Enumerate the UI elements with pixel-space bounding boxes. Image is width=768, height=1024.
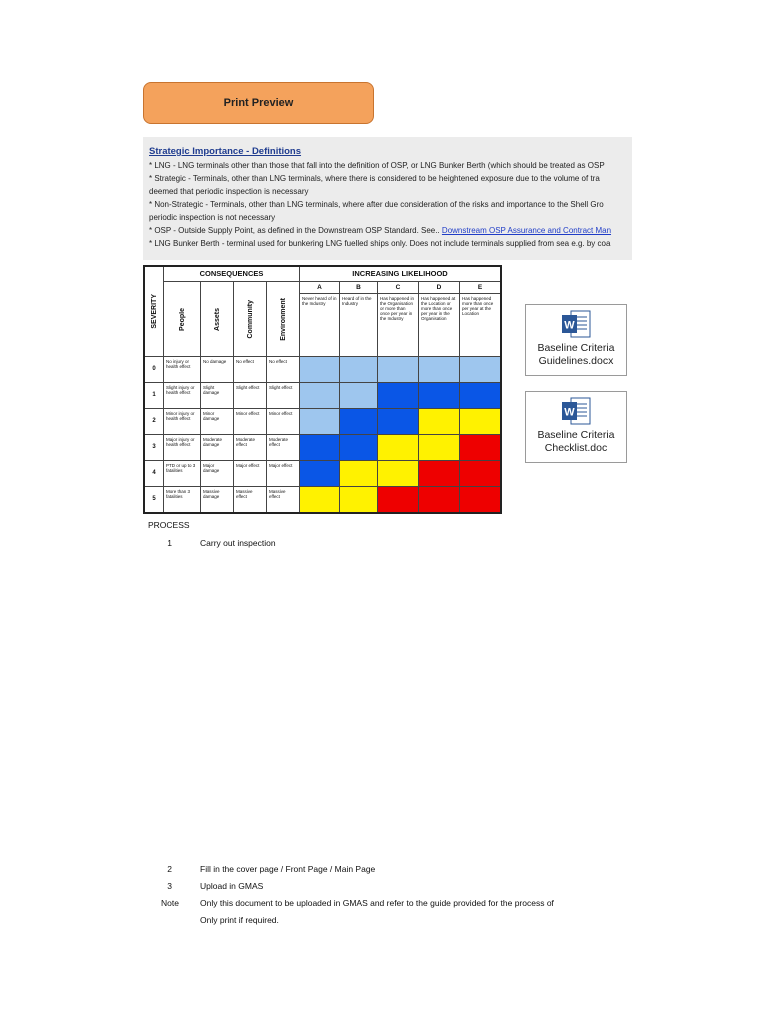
- consequence-community: Slight effect: [234, 383, 267, 409]
- severity-level: 0: [144, 357, 164, 383]
- definitions-title: Strategic Importance - Definitions: [149, 146, 302, 157]
- matrix-row: [144, 461, 501, 487]
- matrix-row: [144, 357, 501, 383]
- risk-cell-b: [378, 383, 419, 409]
- matrix-row: [144, 435, 501, 461]
- risk-cell-lb: [460, 357, 502, 383]
- consequence-people: No injury or health effect: [164, 357, 201, 383]
- likelihood-description: Heard of in the Industry: [340, 294, 378, 357]
- consequence-people: Minor injury or health effect: [164, 409, 201, 435]
- svg-text:W: W: [564, 319, 575, 332]
- matrix-row: [144, 409, 501, 435]
- likelihood-letter: E: [460, 282, 502, 294]
- definition-line-osp: [149, 225, 611, 235]
- note-text: Only this document to be uploaded in GMAS and refer to the guide provided for the process of: [200, 898, 554, 908]
- consequence-assets: Slight damage: [201, 383, 234, 409]
- strategic-importance-definitions: [143, 137, 632, 260]
- risk-cell-y: [419, 435, 460, 461]
- risk-cell-r: [378, 487, 419, 514]
- severity-level: 1: [144, 383, 164, 409]
- attachment-checklist-doc[interactable]: [525, 391, 627, 463]
- consequence-environment: Moderate effect: [267, 435, 300, 461]
- category-people: People: [164, 282, 201, 357]
- consequence-people: More than 3 fatalities: [164, 487, 201, 514]
- risk-cell-b: [300, 461, 340, 487]
- osp-assurance-link[interactable]: Downstream OSP Assurance and Contract Man: [441, 225, 612, 235]
- risk-assessment-matrix: [143, 265, 502, 514]
- risk-cell-b: [378, 409, 419, 435]
- definition-line: * LNG - LNG terminals other than those that fall into the definition of OSP, or LNG Bunker Berth (which should be treated as OSP: [149, 160, 605, 170]
- definition-osp-text: * OSP - Outside Supply Point, as defined in the Downstream OSP Standard. See..: [149, 225, 442, 235]
- consequence-people: PTD or up to 3 fatalities: [164, 461, 201, 487]
- consequence-environment: No effect: [267, 357, 300, 383]
- note-label: Note: [161, 898, 179, 908]
- consequence-environment: Massive effect: [267, 487, 300, 514]
- step-text: Fill in the cover page / Front Page / Main Page: [200, 864, 376, 874]
- risk-cell-y: [460, 409, 502, 435]
- consequence-people: Major injury or health effect: [164, 435, 201, 461]
- consequence-environment: Minor effect: [267, 409, 300, 435]
- definition-line: * LNG Bunker Berth - terminal used for bunkering LNG fuelled ships only. Does not include terminals supplied from sea e.g. by coa: [149, 238, 611, 248]
- consequence-community: No effect: [234, 357, 267, 383]
- severity-label: SEVERITY: [150, 294, 158, 329]
- risk-cell-lb: [419, 357, 460, 383]
- likelihood-letter: B: [340, 282, 378, 294]
- risk-cell-y: [378, 435, 419, 461]
- likelihood-description: Has happened at the Location or more than once per year in the Organisation: [419, 294, 460, 357]
- attachment-label: Baseline Criteria Guidelines.docx: [537, 342, 615, 367]
- risk-cell-b: [419, 383, 460, 409]
- svg-text:W: W: [564, 406, 575, 419]
- risk-cell-lb: [340, 383, 378, 409]
- definition-line: * Non-Strategic - Terminals, other than LNG terminals, where after due consideration of the risks and importance to the Shell Gro: [149, 199, 604, 209]
- risk-cell-r: [419, 487, 460, 514]
- severity-level: 3: [144, 435, 164, 461]
- consequence-community: Moderate effect: [234, 435, 267, 461]
- risk-cell-y: [419, 409, 460, 435]
- likelihood-header: INCREASING LIKELIHOOD: [300, 266, 502, 282]
- consequences-header: CONSEQUENCES: [164, 266, 300, 282]
- likelihood-letter: D: [419, 282, 460, 294]
- consequence-community: Major effect: [234, 461, 267, 487]
- likelihood-description: Has happened more than once per year at the Location: [460, 294, 502, 357]
- step-number: 2: [167, 864, 172, 874]
- consequence-environment: Slight effect: [267, 383, 300, 409]
- matrix-row: [144, 383, 501, 409]
- risk-cell-lb: [300, 409, 340, 435]
- note-text: Only print if required.: [200, 915, 279, 925]
- step-text: Upload in GMAS: [200, 881, 264, 891]
- step-text: Carry out inspection: [200, 538, 276, 548]
- consequence-environment: Major effect: [267, 461, 300, 487]
- definition-line: periodic inspection is not necessary: [149, 212, 276, 222]
- risk-cell-lb: [300, 383, 340, 409]
- risk-cell-y: [340, 487, 378, 514]
- severity-level: 2: [144, 409, 164, 435]
- likelihood-description: Never heard of in the Industry: [300, 294, 340, 357]
- category-community: Community: [234, 282, 267, 357]
- consequence-assets: Moderate damage: [201, 435, 234, 461]
- risk-cell-b: [460, 383, 502, 409]
- category-environment: Environment: [267, 282, 300, 357]
- risk-cell-r: [460, 435, 502, 461]
- step-number: 1: [167, 538, 172, 548]
- consequence-community: Minor effect: [234, 409, 267, 435]
- definition-line: deemed that periodic inspection is necessary: [149, 186, 309, 196]
- risk-cell-b: [300, 435, 340, 461]
- word-icon: [560, 397, 592, 425]
- risk-cell-r: [460, 487, 502, 514]
- risk-cell-lb: [340, 357, 378, 383]
- likelihood-description: Has happened in the Organisation or more than once per year in the Industry: [378, 294, 419, 357]
- risk-cell-r: [460, 461, 502, 487]
- category-assets: Assets: [201, 282, 234, 357]
- attachment-guidelines-docx[interactable]: [525, 304, 627, 376]
- consequence-community: Massive effect: [234, 487, 267, 514]
- severity-level: 5: [144, 487, 164, 514]
- severity-level: 4: [144, 461, 164, 487]
- print-preview-button[interactable]: Print Preview: [143, 82, 374, 124]
- severity-header: [144, 266, 164, 357]
- risk-cell-y: [300, 487, 340, 514]
- definition-line: * Strategic - Terminals, other than LNG terminals, where there is considered to be heightened exposure due to the volume of tra: [149, 173, 600, 183]
- consequence-assets: No damage: [201, 357, 234, 383]
- step-number: 3: [167, 881, 172, 891]
- risk-cell-b: [340, 435, 378, 461]
- risk-cell-lb: [300, 357, 340, 383]
- likelihood-letter: C: [378, 282, 419, 294]
- attachment-label: Baseline Criteria Checklist.doc: [537, 429, 615, 454]
- matrix-row: [144, 487, 501, 514]
- consequence-people: Slight injury or health effect: [164, 383, 201, 409]
- process-heading: PROCESS: [148, 520, 190, 530]
- risk-cell-y: [340, 461, 378, 487]
- consequence-assets: Massive damage: [201, 487, 234, 514]
- word-icon: [560, 310, 592, 338]
- consequence-assets: Minor damage: [201, 409, 234, 435]
- consequence-assets: Major damage: [201, 461, 234, 487]
- likelihood-letter: A: [300, 282, 340, 294]
- risk-cell-r: [419, 461, 460, 487]
- risk-cell-y: [378, 461, 419, 487]
- risk-cell-b: [340, 409, 378, 435]
- risk-cell-lb: [378, 357, 419, 383]
